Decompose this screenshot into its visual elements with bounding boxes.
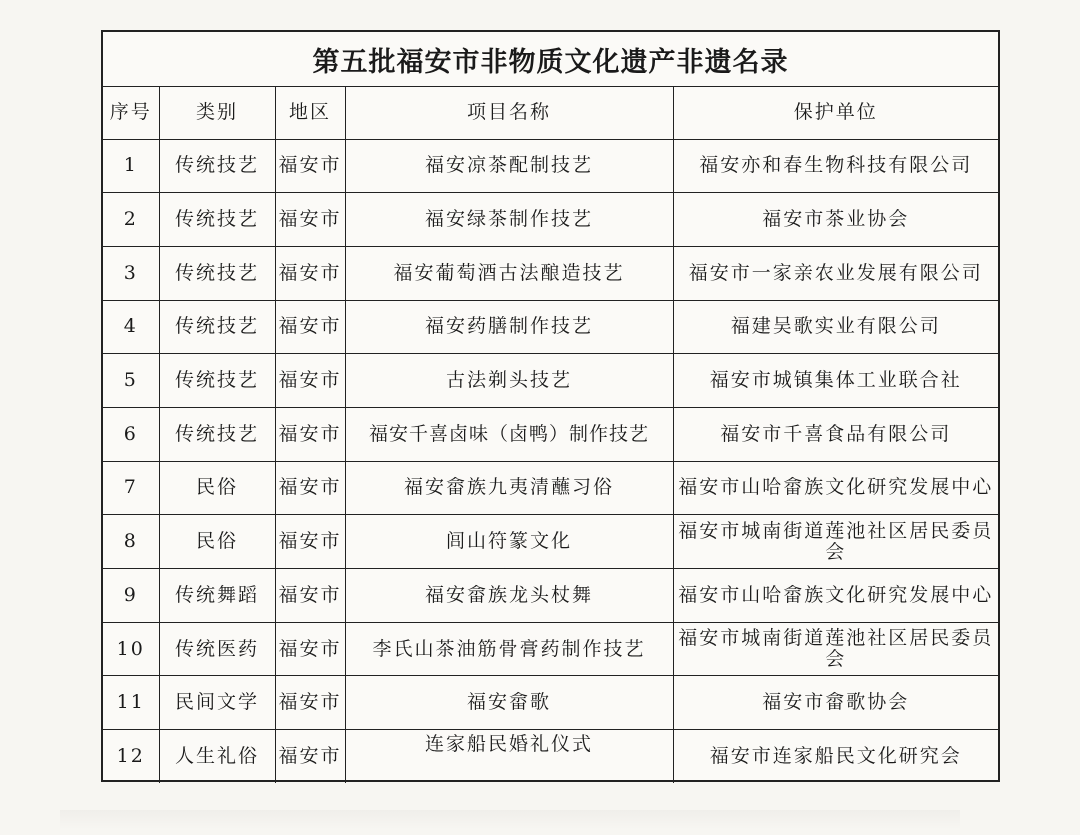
table-row bbox=[103, 246, 998, 300]
row-category: 民间文学 bbox=[159, 676, 275, 730]
row-project: 福安葡萄酒古法酿造技艺 bbox=[345, 246, 673, 300]
row-region: 福安市 bbox=[275, 246, 345, 300]
row-region: 福安市 bbox=[275, 354, 345, 408]
row-organization: 福安市茶业协会 bbox=[673, 193, 998, 247]
row-no: 11 bbox=[103, 676, 159, 730]
header-category: 类别 bbox=[159, 87, 275, 139]
row-organization: 福安市山哈畲族文化研究发展中心 bbox=[673, 569, 998, 623]
table-row bbox=[103, 139, 998, 193]
row-project: 福安凉茶配制技艺 bbox=[345, 139, 673, 193]
row-project: 闾山符篆文化 bbox=[345, 515, 673, 569]
row-category: 传统技艺 bbox=[159, 407, 275, 461]
row-region: 福安市 bbox=[275, 676, 345, 730]
heritage-table bbox=[103, 87, 998, 783]
row-project: 福安千喜卤味（卤鸭）制作技艺 bbox=[345, 407, 673, 461]
table-row bbox=[103, 407, 998, 461]
row-region: 福安市 bbox=[275, 461, 345, 515]
row-category: 民俗 bbox=[159, 515, 275, 569]
row-project: 古法剃头技艺 bbox=[345, 354, 673, 408]
header-no: 序号 bbox=[103, 87, 159, 139]
table-row bbox=[103, 300, 998, 354]
row-category: 传统技艺 bbox=[159, 300, 275, 354]
table-row bbox=[103, 676, 998, 730]
row-organization: 福安市千喜食品有限公司 bbox=[673, 407, 998, 461]
row-organization: 福安市城南街道莲池社区居民委员会 bbox=[673, 622, 998, 676]
row-project: 福安畲歌 bbox=[345, 676, 673, 730]
row-no: 8 bbox=[103, 515, 159, 569]
row-project: 福安畲族九夷清蘸习俗 bbox=[345, 461, 673, 515]
row-no: 2 bbox=[103, 193, 159, 247]
row-category: 传统技艺 bbox=[159, 354, 275, 408]
header-region: 地区 bbox=[275, 87, 345, 139]
row-project: 福安药膳制作技艺 bbox=[345, 300, 673, 354]
heritage-list-sheet bbox=[101, 30, 1000, 782]
row-no: 4 bbox=[103, 300, 159, 354]
table-row bbox=[103, 730, 998, 784]
row-region: 福安市 bbox=[275, 622, 345, 676]
row-region: 福安市 bbox=[275, 139, 345, 193]
row-no: 12 bbox=[103, 730, 159, 784]
row-region: 福安市 bbox=[275, 730, 345, 784]
document-title: 第五批福安市非物质文化遗产非遗名录 bbox=[103, 32, 998, 87]
table-row bbox=[103, 354, 998, 408]
row-no: 7 bbox=[103, 461, 159, 515]
row-region: 福安市 bbox=[275, 407, 345, 461]
row-no: 10 bbox=[103, 622, 159, 676]
row-organization: 福安市畲歌协会 bbox=[673, 676, 998, 730]
row-category: 传统技艺 bbox=[159, 139, 275, 193]
row-category: 民俗 bbox=[159, 461, 275, 515]
row-organization: 福安市城镇集体工业联合社 bbox=[673, 354, 998, 408]
row-no: 5 bbox=[103, 354, 159, 408]
row-project: 连家船民婚礼仪式 bbox=[345, 730, 673, 784]
header-project: 项目名称 bbox=[345, 87, 673, 139]
row-organization: 福安亦和春生物科技有限公司 bbox=[673, 139, 998, 193]
row-organization: 福安市一家亲农业发展有限公司 bbox=[673, 246, 998, 300]
row-region: 福安市 bbox=[275, 569, 345, 623]
page-edge-shadow bbox=[60, 810, 960, 830]
row-organization: 福安市连家船民文化研究会 bbox=[673, 730, 998, 784]
table-row bbox=[103, 622, 998, 676]
table-row bbox=[103, 461, 998, 515]
row-organization: 福安市城南街道莲池社区居民委员会 bbox=[673, 515, 998, 569]
row-no: 1 bbox=[103, 139, 159, 193]
row-region: 福安市 bbox=[275, 300, 345, 354]
row-project: 福安畲族龙头杖舞 bbox=[345, 569, 673, 623]
table-header-row bbox=[103, 87, 998, 139]
row-category: 传统技艺 bbox=[159, 246, 275, 300]
row-category: 传统技艺 bbox=[159, 193, 275, 247]
table-row bbox=[103, 515, 998, 569]
row-category: 人生礼俗 bbox=[159, 730, 275, 784]
row-project: 福安绿茶制作技艺 bbox=[345, 193, 673, 247]
row-category: 传统舞蹈 bbox=[159, 569, 275, 623]
table-row bbox=[103, 569, 998, 623]
row-project: 李氏山茶油筋骨膏药制作技艺 bbox=[345, 622, 673, 676]
row-no: 3 bbox=[103, 246, 159, 300]
row-no: 9 bbox=[103, 569, 159, 623]
header-organization: 保护单位 bbox=[673, 87, 998, 139]
row-region: 福安市 bbox=[275, 515, 345, 569]
row-organization: 福建吴歌实业有限公司 bbox=[673, 300, 998, 354]
row-category: 传统医药 bbox=[159, 622, 275, 676]
table-row bbox=[103, 193, 998, 247]
row-no: 6 bbox=[103, 407, 159, 461]
row-region: 福安市 bbox=[275, 193, 345, 247]
row-organization: 福安市山哈畲族文化研究发展中心 bbox=[673, 461, 998, 515]
